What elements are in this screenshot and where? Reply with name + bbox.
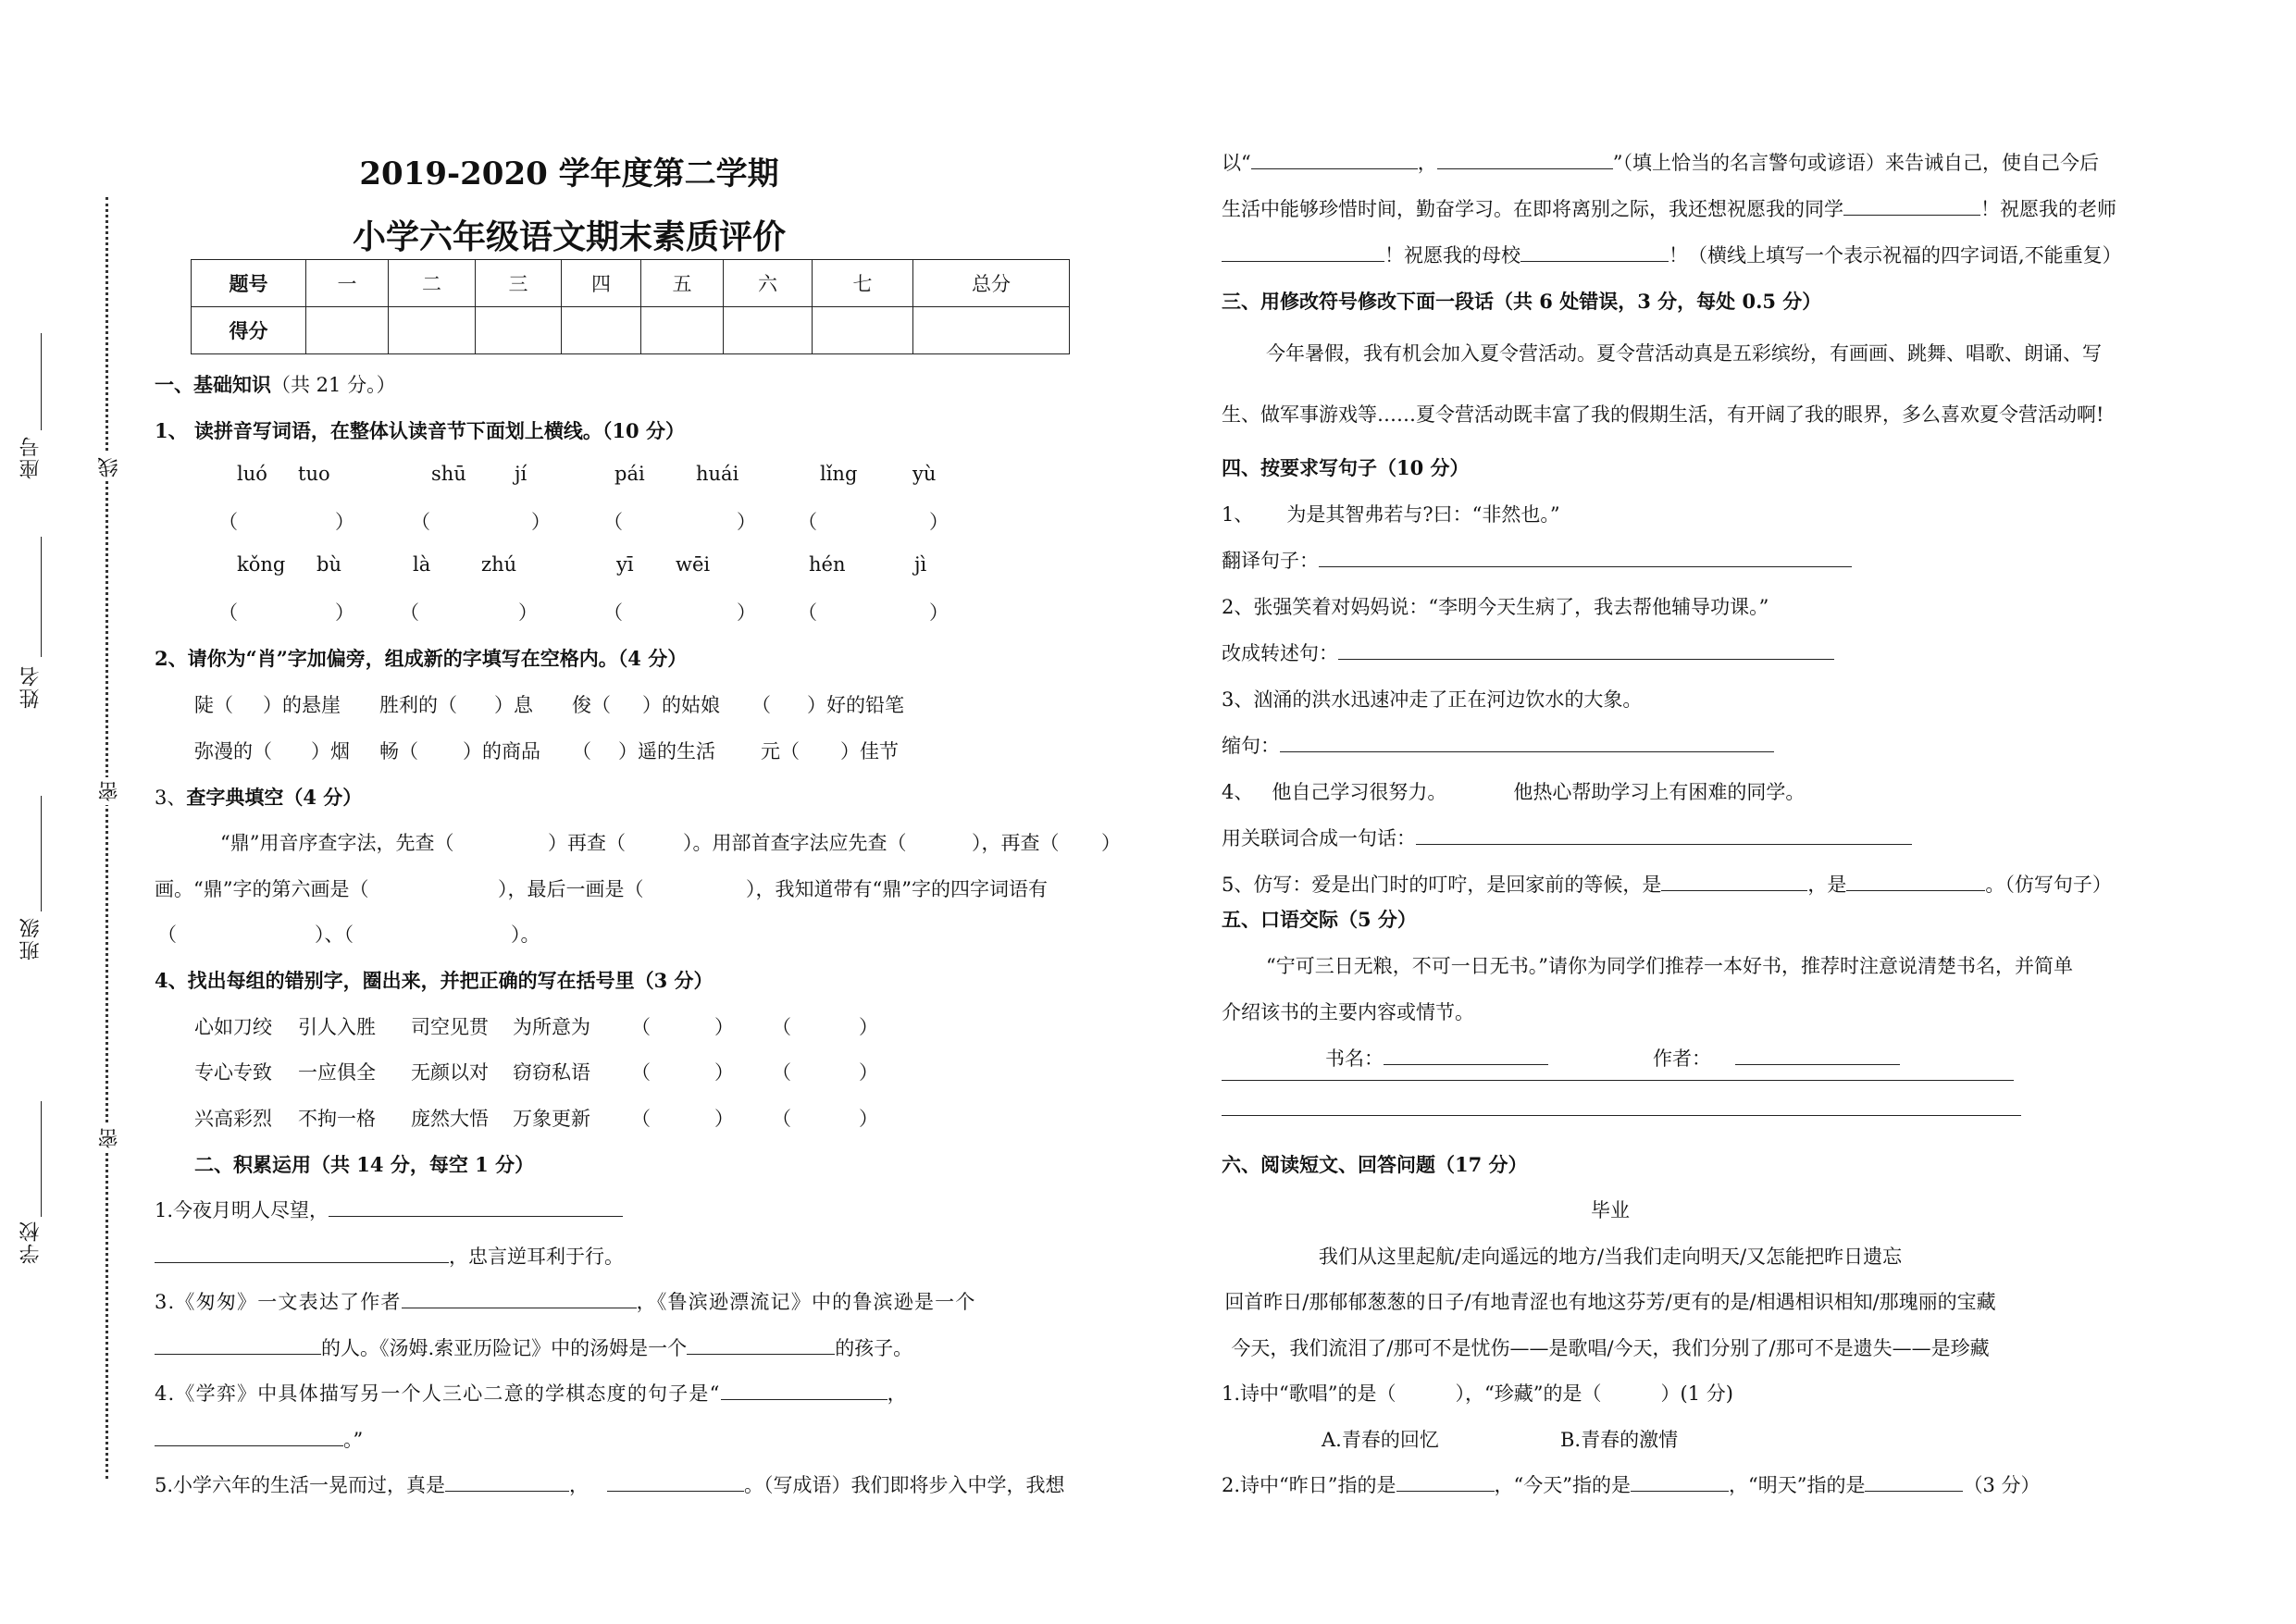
answer-paren-close: ）	[929, 511, 949, 533]
score-cell[interactable]	[641, 307, 724, 354]
answer-paren-close: ）	[531, 511, 551, 533]
score-header-cell: 一	[306, 260, 389, 307]
answer-blank[interactable]	[607, 1471, 744, 1492]
section-3-paragraph-line2: 生、做军事游戏等……夏令营活动既丰富了我的假期生活，有开阔了我的眼界，多么喜欢夏令营活动啊!	[1222, 403, 2104, 426]
score-cell[interactable]	[562, 307, 641, 354]
answer-blank[interactable]	[1437, 149, 1613, 169]
accumulate-q3-text: ，《鲁滨逊漂流记》中的鲁滨逊是一个	[636, 1291, 976, 1313]
q2-item: 元（	[761, 740, 800, 762]
author-field	[1653, 1044, 1900, 1072]
write-q1-number: 1、	[1222, 503, 1254, 526]
q3-text: 画。“鼎”字的第六画是（	[155, 878, 369, 900]
pinyin: tuo	[298, 463, 330, 485]
answer-paren-open: （	[603, 601, 623, 624]
book-field	[1325, 1044, 1548, 1072]
pinyin: jí	[515, 463, 527, 485]
score-header-cell: 四	[562, 260, 641, 307]
continued-line1	[1222, 148, 2099, 176]
cont-text: ！（横线上填写一个表示祝福的四字词语,不能重复）	[1669, 244, 2122, 267]
answer-blank[interactable]	[1843, 195, 1980, 216]
cont-text: ！祝愿我的老师	[1980, 198, 2116, 220]
q3-text: ）。	[511, 924, 540, 946]
school-field-line[interactable]	[41, 1101, 42, 1217]
continued-line2	[1222, 194, 2116, 222]
margin-label-seat: 座号	[19, 435, 43, 479]
score-row-label: 得分	[192, 307, 306, 354]
answer-paren-close: ）	[859, 1108, 878, 1130]
pinyin: huái	[696, 463, 739, 485]
answer-paren-close: ）	[714, 1016, 734, 1038]
accumulate-q4-line1	[155, 1379, 908, 1407]
write-q3-answer	[1222, 731, 1774, 759]
score-cell[interactable]	[913, 307, 1070, 354]
poem-line: 回首昨日/那郁郁葱葱的日子/有地青涩也有地这芬芳/更有的是/相遇相识相知/那瑰丽的宝藏	[1224, 1291, 1996, 1313]
write-q3-prompt: 缩句：	[1222, 735, 1280, 757]
accumulate-q5-text: ，	[569, 1474, 590, 1496]
answer-blank[interactable]	[155, 1334, 321, 1355]
answer-blank[interactable]	[402, 1288, 637, 1308]
write-q5-text: ，是	[1807, 874, 1847, 896]
score-header-cell: 二	[389, 260, 476, 307]
answer-paren-close: ）	[714, 1108, 734, 1130]
q4-word: 心如刀绞	[194, 1016, 272, 1038]
score-header-cell: 题号	[192, 260, 306, 307]
pinyin: jì	[914, 553, 927, 576]
answer-paren-open: （	[411, 511, 430, 533]
answer-blank[interactable]	[1846, 871, 1985, 891]
name-field-line[interactable]	[41, 537, 42, 657]
class-field-line[interactable]	[41, 796, 42, 911]
q4-word: 专心专致	[194, 1061, 272, 1084]
q2-item: ）的姑娘	[642, 694, 720, 716]
write-q2: 2、张强笑着对妈妈说：“李明今天生病了，我去帮他辅导功课。”	[1222, 596, 1769, 618]
accumulate-q4-text: ，	[887, 1382, 908, 1405]
question-3-number: 3、	[155, 787, 187, 809]
answer-paren-open: （	[772, 1061, 791, 1084]
reading-q2-text: （3 分）	[1963, 1474, 2041, 1496]
pinyin: luó	[237, 463, 267, 485]
reading-q1-text: ），“珍藏”的是（	[1455, 1382, 1602, 1405]
write-q4-text: 他自己学习很努力。	[1272, 781, 1447, 803]
write-q4	[1222, 777, 1805, 805]
answer-paren-open: （	[798, 511, 817, 533]
answer-blank[interactable]	[155, 1426, 343, 1446]
write-q1-answer	[1222, 546, 1852, 574]
question-3-label: 查字典填空（4 分）	[186, 786, 363, 809]
answer-blank[interactable]	[1631, 1471, 1729, 1492]
reading-q1	[1222, 1379, 1733, 1407]
cont-text: ，	[1417, 152, 1437, 174]
answer-paren-open: （	[772, 1108, 791, 1130]
score-cell[interactable]	[724, 307, 813, 354]
answer-paren-open: （	[400, 601, 419, 624]
score-table-header-row	[192, 260, 1070, 307]
answer-paren-close: ）	[859, 1016, 878, 1038]
reading-q1-text: 1.诗中“歌唱”的是（	[1222, 1382, 1396, 1405]
write-q4-prompt: 用关联词合成一句话：	[1222, 827, 1416, 849]
accumulate-q1	[155, 1196, 623, 1223]
accumulate-q5-text: 5.小学六年的生活一晃而过，真是	[155, 1474, 446, 1496]
section-5-title: 五、口语交际（5 分）	[1222, 908, 1417, 931]
q2-item: ）息	[494, 694, 533, 716]
question-1-title: 1、 读拼音写词语，在整体认读音节下面划上横线。（10 分）	[155, 419, 685, 442]
reading-q1-text: ）(1 分)	[1660, 1382, 1733, 1405]
write-q2-answer	[1222, 638, 1834, 666]
cont-text: ！祝愿我的母校	[1384, 244, 1520, 267]
accumulate-q3-line1	[155, 1287, 976, 1315]
question-4-title: 4、找出每组的错别字，圈出来，并把正确的写在括号里（3 分）	[155, 969, 714, 992]
score-cell[interactable]	[813, 307, 913, 354]
author-input[interactable]	[1735, 1045, 1900, 1065]
binding-dotted-line	[105, 197, 108, 1479]
answer-paren-open: （	[218, 601, 238, 624]
answer-paren-open: （	[631, 1108, 651, 1130]
pinyin: hén	[809, 553, 846, 576]
poem-line: 今天，我们流泪了/那可不是忧伤——是歌唱/今天，我们分别了/那可不是遗失——是珍藏	[1231, 1337, 1990, 1359]
pinyin: là	[413, 553, 431, 576]
write-q5-text: 。（仿写句子）	[1985, 874, 2112, 896]
q4-word: 一应俱全	[298, 1061, 376, 1084]
write-q4-answer	[1222, 824, 1912, 851]
q2-item: 俊（	[572, 694, 611, 716]
accumulate-q1-text: 1.今夜月明人尽望，	[155, 1199, 329, 1221]
q2-item: ）的悬崖	[263, 694, 341, 716]
pinyin: lǐng	[820, 463, 858, 485]
cont-text: 生活中能够珍惜时间，勤奋学习。在即将离别之际，我还想祝愿我的同学	[1222, 198, 1843, 220]
q2-item: ）烟	[311, 740, 350, 762]
section-1-score: （共 21 分。）	[271, 374, 396, 396]
write-q4-number: 4、	[1222, 781, 1254, 803]
answer-blank[interactable]	[1661, 871, 1807, 891]
cont-text: 以“	[1222, 152, 1251, 174]
section-5-paragraph-line2: 介绍该书的主要内容或情节。	[1222, 1001, 1474, 1023]
accumulate-q3-line2	[155, 1333, 912, 1361]
score-table	[191, 259, 1070, 354]
seat-field-line[interactable]	[41, 333, 42, 430]
answer-line[interactable]	[1222, 1115, 2021, 1116]
answer-blank[interactable]	[1251, 149, 1418, 169]
q2-item: ）好的铅笔	[807, 694, 904, 716]
q2-item: 胜利的（	[379, 694, 457, 716]
answer-paren-close: ）	[335, 511, 354, 533]
answer-paren-open: （	[631, 1061, 651, 1084]
answer-blank[interactable]	[329, 1196, 623, 1217]
answer-paren-open: （	[798, 601, 817, 624]
question-2-title: 2、请你为“肖”字加偏旁，组成新的字填写在空格内。（4 分）	[155, 647, 688, 670]
answer-paren-close: ）	[714, 1061, 734, 1084]
poem-title: 毕业	[1591, 1199, 1630, 1221]
exam-year-title: 2019-2020 学年度第二学期	[359, 155, 779, 192]
q4-word: 兴高彩烈	[194, 1108, 272, 1130]
answer-paren-open: （	[603, 511, 623, 533]
answer-blank[interactable]	[1865, 1471, 1963, 1492]
q2-item: （	[572, 740, 591, 762]
q4-word: 司空见贯	[411, 1016, 489, 1038]
book-input[interactable]	[1384, 1045, 1548, 1065]
q2-item: ）遥的生活	[618, 740, 715, 762]
section-3-title: 三、用修改符号修改下面一段话（共 6 处错误，3 分，每处 0.5 分）	[1222, 290, 1822, 313]
accumulate-q4-text: 。”	[343, 1429, 364, 1451]
accumulate-q4-text: 4.《学弈》中具体描写另一个人三心二意的学棋态度的句子是“	[155, 1382, 721, 1405]
margin-mark-line: 线	[95, 453, 124, 481]
margin-label-school: 学校	[19, 1220, 43, 1264]
author-label: 作者：	[1653, 1048, 1711, 1070]
q2-item: （	[751, 694, 771, 716]
continued-line3	[1222, 241, 2122, 268]
poem-line: 我们从这里起航/走向遥远的地方/当我们走向明天/又怎能把昨日遗忘	[1318, 1246, 1903, 1268]
answer-paren-close: ）	[929, 601, 949, 624]
score-header-cell: 六	[724, 260, 813, 307]
q2-item: 弥漫的（	[194, 740, 272, 762]
write-q5	[1222, 870, 2112, 898]
q4-word: 万象更新	[513, 1108, 590, 1130]
answer-line[interactable]	[1222, 1080, 2014, 1081]
answer-blank[interactable]	[155, 1243, 449, 1263]
reading-q2-text: 2.诗中“昨日”指的是	[1222, 1474, 1396, 1496]
q2-item: 畅（	[379, 740, 418, 762]
answer-blank[interactable]	[1222, 242, 1384, 262]
answer-paren-open: （	[631, 1016, 651, 1038]
q4-word: 窃窃私语	[513, 1061, 590, 1084]
answer-paren-close: ）	[518, 601, 538, 624]
margin-label-name: 姓名	[19, 664, 43, 709]
answer-blank[interactable]	[1396, 1471, 1495, 1492]
write-q5-text: 5、仿写：爱是出门时的叮咛，是回家前的等候，是	[1222, 874, 1662, 896]
score-header-cell: 五	[641, 260, 724, 307]
write-q3: 3、汹涌的洪水迅速冲走了正在河边饮水的大象。	[1222, 688, 1643, 711]
write-q1-text: 为是其智弗若与?曰：“非然也。”	[1286, 503, 1560, 526]
answer-paren-open: （	[218, 511, 238, 533]
pinyin: bù	[316, 553, 341, 576]
reading-q2	[1222, 1470, 2041, 1498]
accumulate-q2-text: ，忠言逆耳利于行。	[449, 1246, 624, 1268]
write-q1	[1222, 500, 1560, 527]
pinyin: wēi	[676, 553, 711, 576]
q4-word: 庞然大悟	[411, 1108, 489, 1130]
margin-mark-seal: 密	[95, 1124, 124, 1152]
score-cell[interactable]	[306, 307, 389, 354]
q3-text: ），再查（	[972, 832, 1060, 854]
answer-line[interactable]	[1338, 639, 1834, 660]
q3-text: ）再查（	[548, 832, 626, 854]
pinyin: pái	[614, 463, 645, 485]
section-6-title: 六、阅读短文、回答问题（17 分）	[1222, 1153, 1528, 1176]
q2-item: ）的商品	[463, 740, 540, 762]
answer-blank[interactable]	[687, 1334, 835, 1355]
q3-text: ）。用部首查字法应先查（	[683, 832, 907, 854]
answer-line[interactable]	[1280, 732, 1774, 752]
accumulate-q5-text: 。（写成语）我们即将步入中学，我想	[744, 1474, 1065, 1496]
pinyin: yī	[616, 553, 634, 576]
section-4-title: 四、按要求写句子（10 分）	[1222, 456, 1470, 479]
answer-paren-close: ）	[737, 511, 756, 533]
accumulate-q4-line2	[155, 1425, 363, 1453]
section-1-title: 一、基础知识	[155, 373, 271, 396]
margin-mark-seal: 密	[95, 777, 124, 805]
section-3-paragraph-line1: 今年暑假，我有机会加入夏令营活动。夏令营活动真是五彩缤纷，有画画、跳舞、唱歌、朗诵、写	[1266, 342, 2102, 365]
reading-q2-text: ，“明天”指的是	[1729, 1474, 1866, 1496]
write-q1-prompt: 翻译句子：	[1222, 550, 1319, 572]
cont-text: ”（填上恰当的名言警句或谚语）来告诫自己，使自己今后	[1612, 152, 2099, 174]
answer-line[interactable]	[1416, 824, 1912, 845]
answer-blank[interactable]	[1520, 242, 1669, 262]
accumulate-q2	[155, 1242, 624, 1270]
q3-text: ），最后一画是（	[498, 878, 644, 900]
score-header-cell: 七	[813, 260, 913, 307]
pinyin: kǒng	[237, 553, 286, 576]
answer-blank[interactable]	[721, 1380, 887, 1400]
write-q2-prompt: 改成转述句：	[1222, 642, 1338, 664]
accumulate-q3-text: 的孩子。	[835, 1337, 913, 1359]
accumulate-q5	[155, 1470, 1065, 1498]
score-header-cell: 三	[476, 260, 562, 307]
pinyin: shū	[431, 463, 466, 485]
section-2-title: 二、积累运用（共 14 分，每空 1 分）	[194, 1153, 535, 1176]
score-cell[interactable]	[389, 307, 476, 354]
q3-text: ）	[1101, 832, 1121, 854]
score-header-cell: 总分	[913, 260, 1070, 307]
q3-text: ），我知道带有“鼎”字的四字词语有	[746, 878, 1048, 900]
book-label: 书名：	[1325, 1048, 1384, 1070]
score-cell[interactable]	[476, 307, 562, 354]
write-q4-text: 他热心帮助学习上有困难的同学。	[1513, 781, 1806, 803]
accumulate-q3-text: 的人。《汤姆.索亚历险记》中的汤姆是一个	[321, 1337, 688, 1359]
q4-word: 为所意为	[513, 1016, 590, 1038]
answer-paren-open: （	[772, 1016, 791, 1038]
section-1-heading	[155, 370, 396, 398]
pinyin: yù	[912, 463, 937, 485]
q4-word: 无颜以对	[411, 1061, 489, 1084]
q3-text: “鼎”用音序查字法，先查（	[220, 832, 454, 854]
q2-item: ）佳节	[840, 740, 899, 762]
pinyin: zhú	[481, 553, 517, 576]
answer-paren-close: ）	[335, 601, 354, 624]
score-table-score-row	[192, 307, 1070, 354]
margin-label-class: 班级	[19, 916, 43, 961]
question-3-title	[155, 783, 362, 811]
answer-paren-close: ）	[859, 1061, 878, 1084]
exam-title: 小学六年级语文期末素质评价	[352, 217, 786, 256]
answer-paren-close: ）	[737, 601, 756, 624]
option-b[interactable]: B.青春的激情	[1560, 1429, 1679, 1451]
answer-blank[interactable]	[445, 1471, 569, 1492]
q4-word: 引人入胜	[298, 1016, 376, 1038]
q2-item: 陡（	[194, 694, 233, 716]
option-a[interactable]: A.青春的回忆	[1322, 1429, 1439, 1451]
q3-text: ）、（	[315, 924, 354, 946]
q3-text: （	[157, 924, 177, 946]
reading-q2-text: ，“今天”指的是	[1494, 1474, 1631, 1496]
q4-word: 不拘一格	[298, 1108, 376, 1130]
section-5-paragraph-line1: “宁可三日无粮，不可一日无书。”请你为同学们推荐一本好书，推荐时注意说清楚书名，并简单	[1266, 955, 2073, 977]
answer-line[interactable]	[1319, 547, 1852, 567]
accumulate-q3-text: 3.《匆匆》一文表达了作者	[155, 1291, 402, 1313]
